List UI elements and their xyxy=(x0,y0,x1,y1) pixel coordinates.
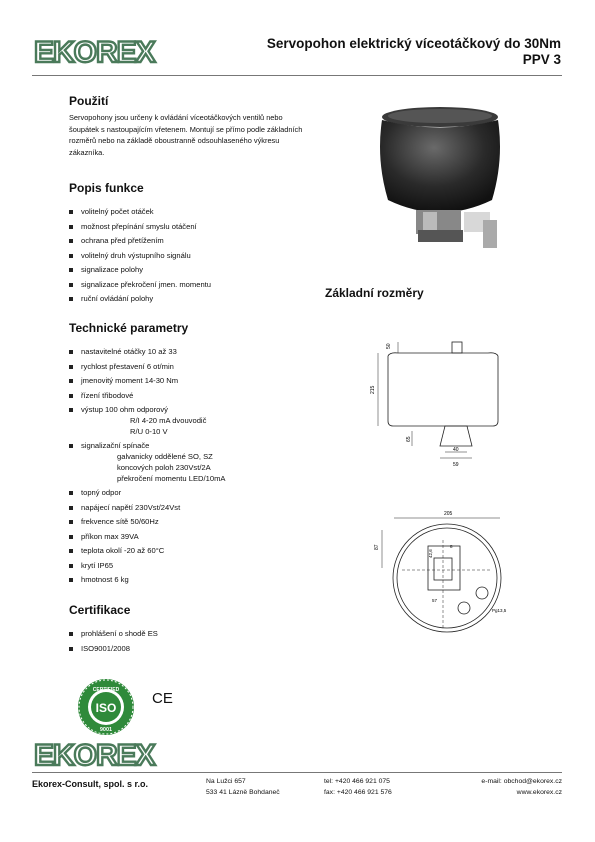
svg-text:EKOREX: EKOREX xyxy=(34,36,155,69)
top-view-drawing xyxy=(372,508,522,648)
ekorex-logo xyxy=(32,33,174,69)
title-line1: Servopohon elektrický víceotáčkový do 30Nm xyxy=(266,36,561,51)
list-item: příkon max 39VA xyxy=(69,531,225,546)
heading-pouziti: Použití xyxy=(69,94,109,108)
list-item: napájecí napětí 230Vst/24Vst xyxy=(69,502,225,517)
page-title xyxy=(267,36,561,68)
svg-text:50: 50 xyxy=(386,343,392,349)
list-item: hmotnost 6 kg xyxy=(69,574,225,589)
list-item: signalizace polohy xyxy=(69,264,211,279)
svg-text:9001: 9001 xyxy=(99,727,113,733)
svg-text:EKOREX: EKOREX xyxy=(34,739,155,772)
svg-text:40: 40 xyxy=(453,447,459,453)
list-item: frekvence sítě 50/60Hz xyxy=(69,516,225,531)
list-item: volitelný druh výstupního signálu xyxy=(69,250,211,265)
svg-text:8: 8 xyxy=(450,544,453,549)
heading-technicke: Technické parametry xyxy=(69,321,189,335)
footer-web[interactable]: www.ekorex.cz xyxy=(516,789,562,796)
list-item: nastavitelné otáčky 10 až 33 xyxy=(69,346,225,361)
list-item: výstup 100 ohm odporový R/I 4-20 mA dvouvodič R/U 0-10 V xyxy=(69,404,225,440)
list-item: prohlášení o shodě ES xyxy=(69,628,158,643)
list-item: topný odpor xyxy=(69,487,225,502)
svg-text:Pg13,5: Pg13,5 xyxy=(492,608,507,613)
svg-text:57: 57 xyxy=(432,598,438,603)
list-item: signalizační spínače galvanicky oddělené SO, SZ koncových poloh 230Vst/2A překročení momentu LED/10mA xyxy=(69,440,225,487)
footer-company: Ekorex-Consult, spol. s r.o. xyxy=(32,779,149,789)
list-item: řízení třibodové xyxy=(69,390,225,405)
list-item: jmenovitý moment 14-30 Nm xyxy=(69,375,225,390)
svg-text:59: 59 xyxy=(453,462,459,468)
pouziti-text: Servopohony jsou určeny k ovládání víceotáčkových ventilů nebo šoupátek s nastoupajícím vřetenem. Montují se přímo podle základních rozměrů nebo na základě oboustranně odsouhlaseného výkresu zákazníka. xyxy=(69,113,303,157)
list-item: rychlost přestavení 6 ot/min xyxy=(69,361,225,376)
svg-text:CERTIFIED: CERTIFIED xyxy=(92,687,120,693)
footer-divider xyxy=(32,772,562,773)
footer-contact xyxy=(481,776,562,798)
svg-text:65: 65 xyxy=(406,436,412,442)
iso-certified-seal-icon xyxy=(77,678,135,736)
svg-text:205: 205 xyxy=(444,511,453,517)
ce-mark: CE xyxy=(152,690,173,707)
title-line2: PPV 3 xyxy=(522,52,561,67)
footer-address: Na Lužci 657 533 41 Lázně Bohdaneč xyxy=(206,778,280,796)
svg-text:ISO: ISO xyxy=(95,701,117,715)
popis-list xyxy=(69,206,211,308)
svg-text:215: 215 xyxy=(370,385,376,394)
footer-email[interactable]: e-mail: obchod@ekorex.cz xyxy=(481,778,562,785)
list-item: signalizace překročení jmen. momentu xyxy=(69,279,211,294)
list-item: ISO9001/2008 xyxy=(69,643,158,658)
ekorex-logo-footer xyxy=(32,736,174,772)
certifikace-list xyxy=(69,628,158,657)
heading-zakladni: Základní rozměry xyxy=(325,286,424,300)
heading-popis: Popis funkce xyxy=(69,181,144,195)
list-item: ruční ovládání polohy xyxy=(69,293,211,308)
list-item: volitelný počet otáček xyxy=(69,206,211,221)
svg-text:87: 87 xyxy=(374,544,380,550)
list-item: krytí IP65 xyxy=(69,560,225,575)
svg-text:42,6: 42,6 xyxy=(428,549,433,558)
heading-certifikace: Certifikace xyxy=(69,603,131,617)
product-photo xyxy=(368,100,518,250)
list-item: ochrana před přetížením xyxy=(69,235,211,250)
technicke-list xyxy=(69,346,225,589)
side-view-drawing xyxy=(368,336,518,476)
list-item: teplota okolí -20 až 60°C xyxy=(69,545,225,560)
header-divider xyxy=(32,75,562,76)
list-item: možnost přepínání smyslu otáčení xyxy=(69,221,211,236)
footer-phone: tel: +420 466 921 075 fax: +420 466 921 576 xyxy=(324,778,392,796)
